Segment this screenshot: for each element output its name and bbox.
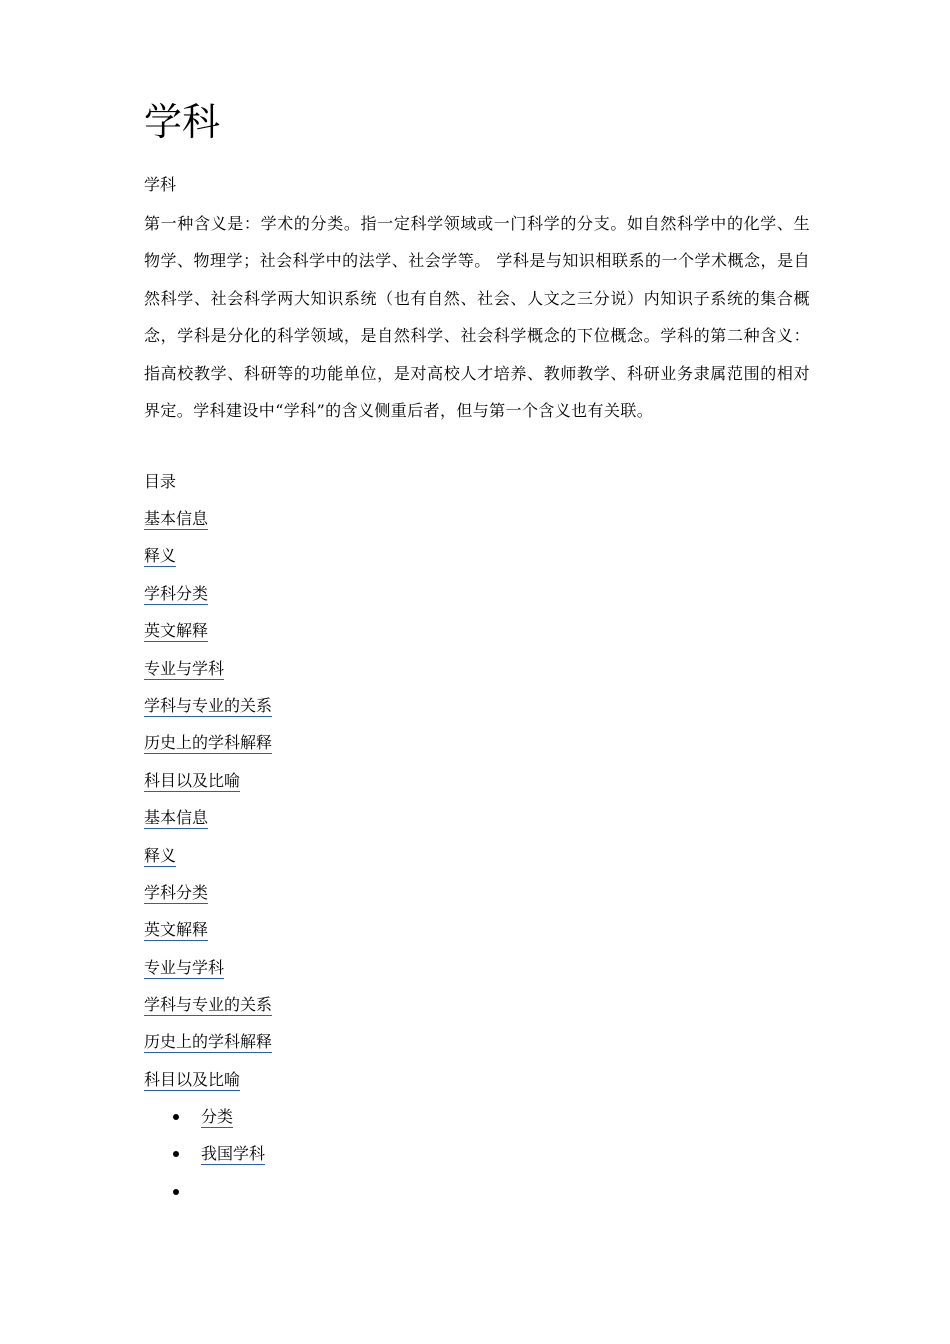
bullet-link-china-disciplines[interactable]: 我国学科: [201, 1144, 266, 1164]
toc-item: [144, 542, 272, 579]
toc-link-classification[interactable]: 学科分类: [144, 583, 209, 603]
toc-item: [144, 767, 272, 804]
bullet-item: [144, 1140, 265, 1177]
toc-link-english[interactable]: 英文解释: [144, 920, 209, 940]
bullet-item: [144, 1178, 265, 1215]
toc-link-relation[interactable]: 学科与专业的关系: [144, 695, 273, 715]
table-of-contents: [144, 505, 272, 1103]
bullet-item: [144, 1103, 265, 1140]
toc-link-classification[interactable]: 学科分类: [144, 882, 209, 902]
toc-item: [144, 617, 272, 654]
toc-item: [144, 655, 272, 692]
toc-item: [144, 916, 272, 953]
toc-link-relation[interactable]: 学科与专业的关系: [144, 995, 273, 1015]
toc-link-major-and-discipline[interactable]: 专业与学科: [144, 658, 225, 678]
toc-item: [144, 991, 272, 1028]
toc-item: [144, 580, 272, 617]
toc-item: [144, 729, 272, 766]
toc-link-history[interactable]: 历史上的学科解释: [144, 1032, 273, 1052]
toc-link-major-and-discipline[interactable]: 专业与学科: [144, 957, 225, 977]
toc-link-subjects-metaphor[interactable]: 科目以及比喻: [144, 1069, 241, 1089]
toc-item: [144, 842, 272, 879]
toc-item: [144, 879, 272, 916]
toc-link-basic-info[interactable]: 基本信息: [144, 509, 209, 528]
bullet-list: [144, 1103, 265, 1215]
toc-link-basic-info[interactable]: 基本信息: [144, 808, 209, 828]
body-paragraph: 第一种含义是：学术的分类。指一定科学领域或一门科学的分支。如自然科学中的化学、生物学、物理学；社会科学中的法学、社会学等。 学科是与知识相联系的一个学术概念，是自然科学、社会科学两大知识系统（也有自然、社会、人文之三分说）内知识子系统的集合概念，学科是分化的科学领域，是自然科学、社会科学概念的下位概念。学科的第二种含义： 指高校教学、科研等的功能单位，是对高校人才培养、教师教学、科研业务隶属范围的相对界定。学科建设中“学科”的含义侧重后者，但与第一个含义也有关联。: [144, 214, 810, 421]
toc-item: [144, 954, 272, 991]
toc-item: [144, 804, 272, 841]
bullet-link-classification[interactable]: 分类: [201, 1107, 234, 1126]
toc-item: [144, 1028, 272, 1065]
bullet-icon: [173, 1151, 179, 1157]
bullet-icon: [173, 1189, 179, 1195]
toc-heading: 目录: [144, 472, 177, 491]
toc-link-history[interactable]: 历史上的学科解释: [144, 733, 273, 753]
toc-item: [144, 1066, 272, 1103]
toc-link-definition[interactable]: 释义: [144, 845, 177, 865]
toc-link-subjects-metaphor[interactable]: 科目以及比喻: [144, 770, 241, 790]
toc-link-definition[interactable]: 释义: [144, 546, 177, 566]
toc-link-english[interactable]: 英文解释: [144, 621, 209, 641]
toc-item: [144, 692, 272, 729]
subtitle: 学科: [144, 175, 177, 194]
toc-item: [144, 505, 272, 542]
bullet-icon: [173, 1114, 179, 1120]
page-title: 学科: [144, 100, 221, 144]
